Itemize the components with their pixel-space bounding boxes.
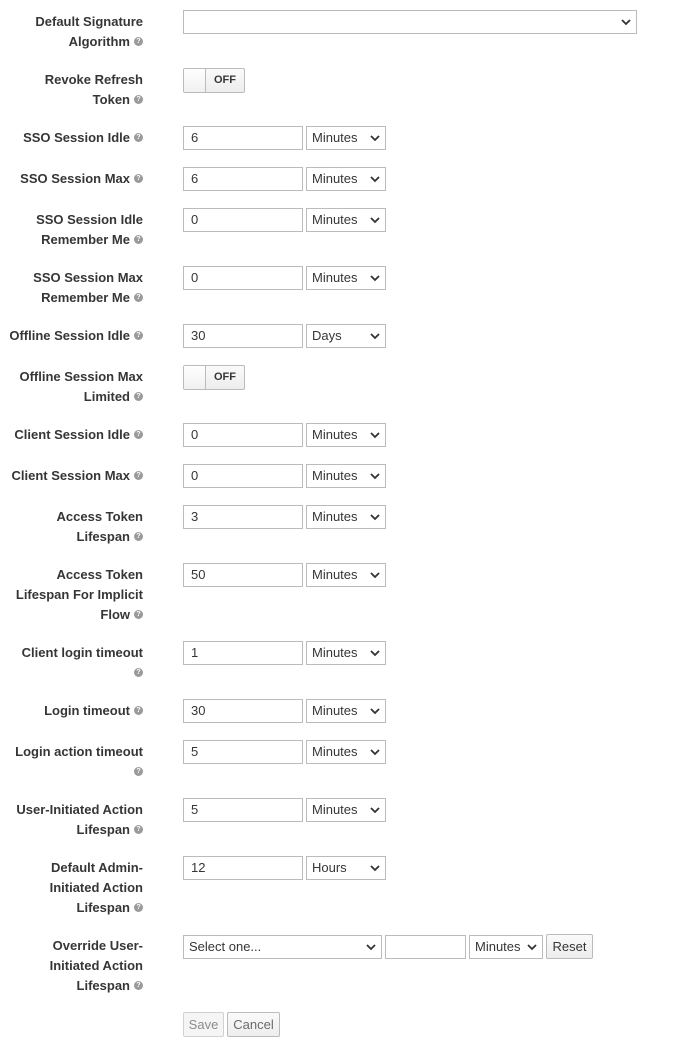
sso-session-max-input[interactable]: 6: [183, 167, 303, 191]
help-icon[interactable]: ?: [134, 668, 143, 677]
chevron-down-icon: [621, 17, 631, 27]
offline-session-idle-unit-select[interactable]: Days: [306, 324, 386, 348]
help-icon[interactable]: ?: [134, 430, 143, 439]
chevron-down-icon: [370, 471, 380, 481]
help-icon[interactable]: ?: [134, 392, 143, 401]
help-icon[interactable]: ?: [134, 825, 143, 834]
access-token-lifespan-label: Access Token Lifespan ?: [56, 509, 143, 544]
sso-session-idle-remember-me-label: SSO Session Idle Remember Me ?: [36, 212, 143, 247]
client-session-idle-input[interactable]: 0: [183, 423, 303, 447]
user-initiated-action-lifespan-label: User-Initiated Action Lifespan ?: [16, 802, 143, 837]
chevron-down-icon: [370, 512, 380, 522]
offline-session-idle-input[interactable]: 30: [183, 324, 303, 348]
override-action-select[interactable]: Select one...: [183, 935, 382, 959]
help-icon[interactable]: ?: [134, 174, 143, 183]
override-unit-select[interactable]: Minutes: [469, 935, 543, 959]
cancel-button[interactable]: Cancel: [227, 1012, 280, 1037]
login-timeout-unit-select[interactable]: Minutes: [306, 699, 386, 723]
help-icon[interactable]: ?: [134, 471, 143, 480]
sso-session-idle-input[interactable]: 6: [183, 126, 303, 150]
default-signature-algorithm-label: Default Signature Algorithm ?: [35, 14, 143, 49]
chevron-down-icon: [527, 942, 537, 952]
user-initiated-action-lifespan-unit-select[interactable]: Minutes: [306, 798, 386, 822]
chevron-down-icon: [370, 706, 380, 716]
sso-session-max-remember-me-label: SSO Session Max Remember Me ?: [33, 270, 143, 305]
chevron-down-icon: [366, 942, 376, 952]
login-action-timeout-unit-select[interactable]: Minutes: [306, 740, 386, 764]
help-icon[interactable]: ?: [134, 133, 143, 142]
offline-session-max-limited-toggle[interactable]: [183, 365, 245, 390]
help-icon[interactable]: ?: [134, 293, 143, 302]
login-action-timeout-label: Login action timeout ?: [15, 744, 143, 776]
toggle-state-text: OFF: [214, 371, 236, 383]
access-token-lifespan-implicit-unit-select[interactable]: Minutes: [306, 563, 386, 587]
sso-session-max-label: SSO Session Max ?: [0, 169, 143, 189]
user-initiated-action-lifespan-input[interactable]: 5: [183, 798, 303, 822]
toggle-state-text: OFF: [214, 74, 236, 86]
chevron-down-icon: [370, 648, 380, 658]
client-login-timeout-label: Client login timeout ?: [21, 645, 143, 677]
save-button[interactable]: Save: [183, 1012, 224, 1037]
revoke-refresh-token-toggle[interactable]: [183, 68, 245, 93]
chevron-down-icon: [370, 747, 380, 757]
client-login-timeout-unit-select[interactable]: Minutes: [306, 641, 386, 665]
client-session-idle-label: Client Session Idle ?: [0, 425, 143, 445]
chevron-down-icon: [370, 174, 380, 184]
help-icon[interactable]: ?: [134, 235, 143, 244]
toggle-knob: [184, 69, 206, 92]
help-icon[interactable]: ?: [134, 331, 143, 340]
client-session-max-input[interactable]: 0: [183, 464, 303, 488]
access-token-lifespan-implicit-label: Access Token Lifespan For Implicit Flow ?: [15, 567, 143, 622]
sso-session-max-remember-me-input[interactable]: 0: [183, 266, 303, 290]
help-icon[interactable]: ?: [134, 610, 143, 619]
sso-session-max-remember-me-unit-select[interactable]: Minutes: [306, 266, 386, 290]
help-icon[interactable]: ?: [134, 903, 143, 912]
toggle-knob: [184, 366, 206, 389]
default-admin-initiated-action-lifespan-unit-select[interactable]: Hours: [306, 856, 386, 880]
sso-session-idle-remember-me-input[interactable]: 0: [183, 208, 303, 232]
chevron-down-icon: [370, 331, 380, 341]
offline-session-idle-label: Offline Session Idle ?: [0, 326, 143, 346]
chevron-down-icon: [370, 570, 380, 580]
sso-session-max-unit-select[interactable]: Minutes: [306, 167, 386, 191]
help-icon[interactable]: ?: [134, 767, 143, 776]
chevron-down-icon: [370, 133, 380, 143]
offline-session-max-limited-label: Offline Session Max Limited ?: [19, 369, 143, 404]
help-icon[interactable]: ?: [134, 706, 143, 715]
default-admin-initiated-action-lifespan-input[interactable]: 12: [183, 856, 303, 880]
sso-session-idle-unit-select[interactable]: Minutes: [306, 126, 386, 150]
help-icon[interactable]: ?: [134, 37, 143, 46]
login-timeout-label: Login timeout ?: [0, 701, 143, 721]
help-icon[interactable]: ?: [134, 95, 143, 104]
help-icon[interactable]: ?: [134, 981, 143, 990]
chevron-down-icon: [370, 273, 380, 283]
chevron-down-icon: [370, 215, 380, 225]
override-user-initiated-action-lifespan-label: Override User- Initiated Action Lifespan ?: [49, 938, 143, 993]
chevron-down-icon: [370, 430, 380, 440]
help-icon[interactable]: ?: [134, 532, 143, 541]
client-session-max-label: Client Session Max ?: [0, 466, 143, 486]
revoke-refresh-token-label: Revoke Refresh Token ?: [44, 72, 143, 107]
access-token-lifespan-unit-select[interactable]: Minutes: [306, 505, 386, 529]
access-token-lifespan-input[interactable]: 3: [183, 505, 303, 529]
default-signature-algorithm-select[interactable]: [183, 10, 637, 34]
reset-button[interactable]: Reset: [546, 934, 593, 959]
chevron-down-icon: [370, 805, 380, 815]
sso-session-idle-label: SSO Session Idle ?: [0, 128, 143, 148]
login-action-timeout-input[interactable]: 5: [183, 740, 303, 764]
default-admin-initiated-action-lifespan-label: Default Admin- Initiated Action Lifespan ?: [49, 860, 143, 915]
sso-session-idle-remember-me-unit-select[interactable]: Minutes: [306, 208, 386, 232]
client-login-timeout-input[interactable]: 1: [183, 641, 303, 665]
client-session-max-unit-select[interactable]: Minutes: [306, 464, 386, 488]
login-timeout-input[interactable]: 30: [183, 699, 303, 723]
client-session-idle-unit-select[interactable]: Minutes: [306, 423, 386, 447]
override-lifespan-input[interactable]: [385, 935, 466, 959]
chevron-down-icon: [370, 863, 380, 873]
access-token-lifespan-implicit-input[interactable]: 50: [183, 563, 303, 587]
